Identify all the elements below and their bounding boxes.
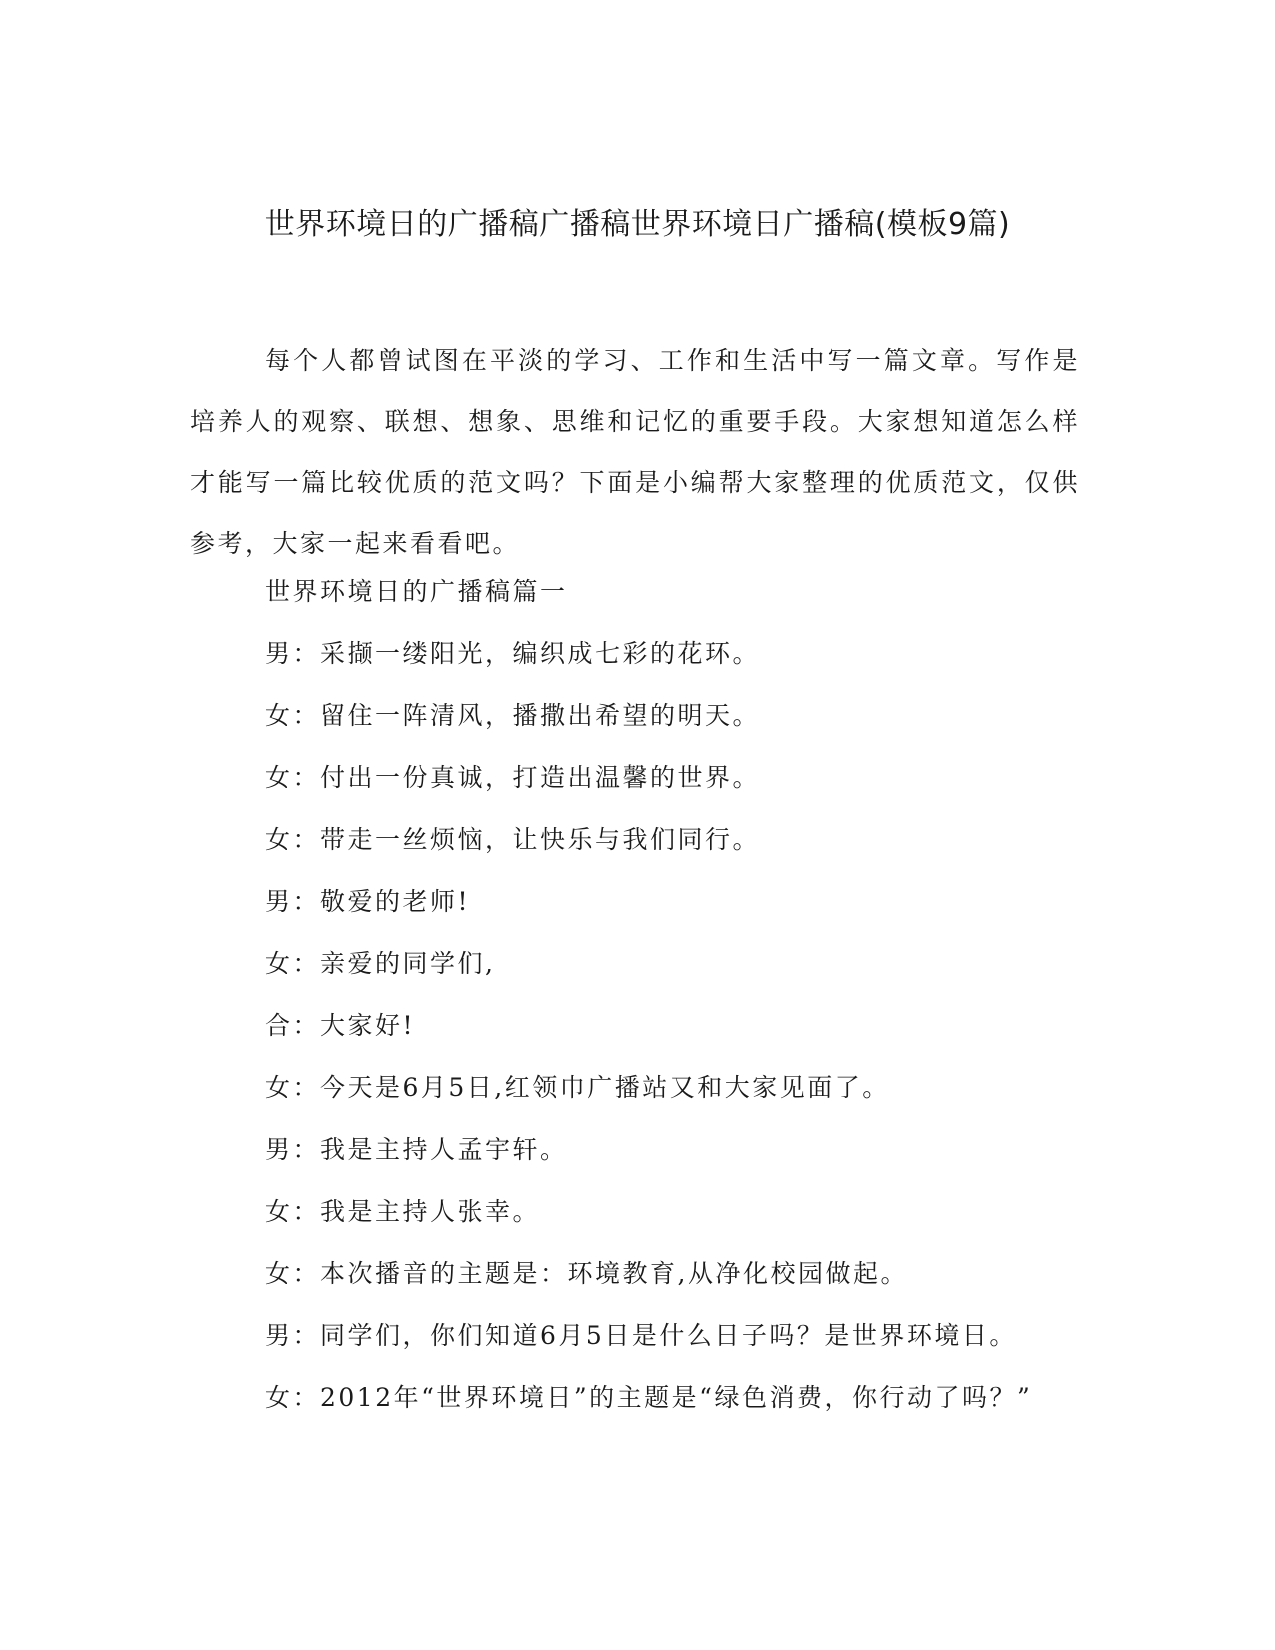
script-line: 男：我是主持人孟宇轩。 bbox=[265, 1135, 568, 1164]
intro-paragraph: 每个人都曾试图在平淡的学习、工作和生活中写一篇文章。写作是培养人的观察、联想、想象、思维和记忆的重要手段。大家想知道怎么样才能写一篇比较优质的范文吗？下面是小编帮大家整理的优质范文，仅供参考，大家一起来看看吧。 bbox=[190, 346, 1080, 558]
script-line: 男：同学们，你们知道6月5日是什么日子吗？是世界环境日。 bbox=[265, 1321, 1017, 1350]
script-line: 女：2012年“世界环境日”的主题是“绿色消费，你行动了吗？” bbox=[265, 1383, 1033, 1412]
script-line: 女：我是主持人张幸。 bbox=[265, 1197, 541, 1226]
script-line: 男：采撷一缕阳光，编织成七彩的花环。 bbox=[265, 639, 761, 668]
script-lines bbox=[265, 577, 1032, 1445]
script-line: 女：今天是6月5日,红领巾广播站又和大家见面了。 bbox=[265, 1073, 890, 1102]
script-line: 合：大家好! bbox=[265, 1011, 416, 1040]
script-line: 女：付出一份真诚，打造出温馨的世界。 bbox=[265, 763, 761, 792]
section-heading: 世界环境日的广播稿篇一 bbox=[265, 577, 568, 606]
script-line: 女：亲爱的同学们, bbox=[265, 949, 496, 978]
document-title: 世界环境日的广播稿广播稿世界环境日广播稿(模板9篇) bbox=[264, 207, 1011, 242]
script-line: 女：本次播音的主题是：环境教育,从净化校园做起。 bbox=[265, 1259, 908, 1288]
script-line: 女：带走一丝烦恼，让快乐与我们同行。 bbox=[265, 825, 761, 854]
script-line: 女：留住一阵清风，播撒出希望的明天。 bbox=[265, 701, 761, 730]
script-line: 男：敬爱的老师! bbox=[265, 887, 471, 916]
